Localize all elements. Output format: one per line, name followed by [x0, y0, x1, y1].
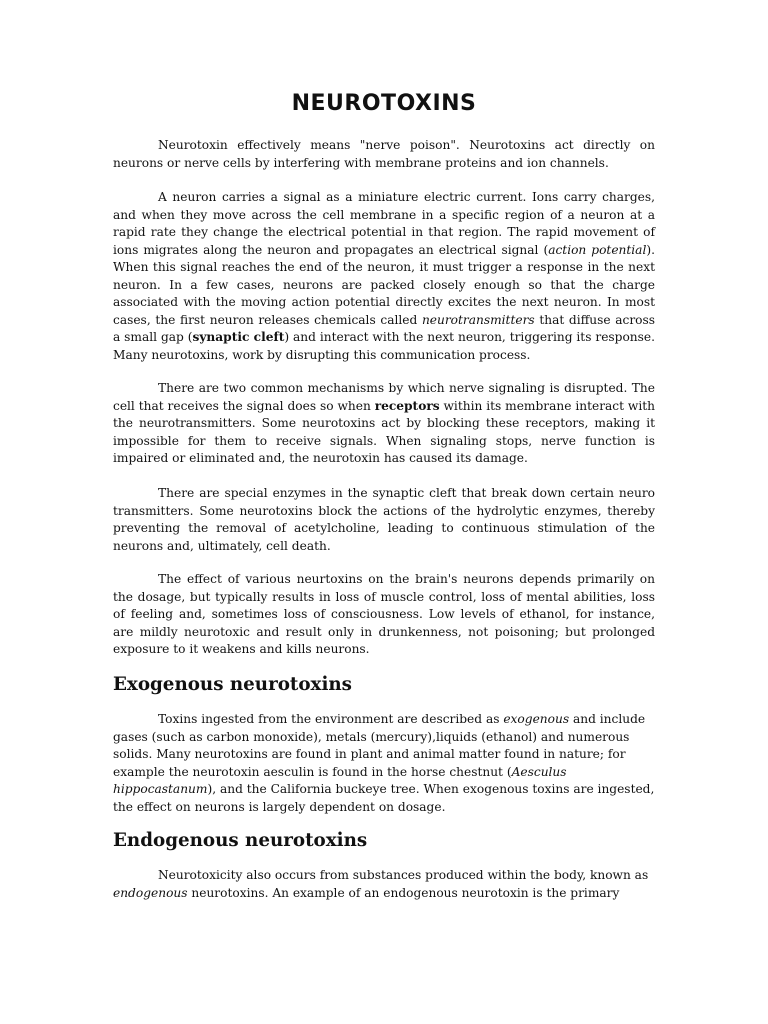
- paragraph-text: ) and interact with the next neuron, triggering its response. Many neurotoxins, work by disrupting this communication process.: [113, 330, 655, 362]
- paragraph-endogenous: [113, 867, 655, 902]
- paragraph-text: Neurotoxicity also occurs from substances produced within the body, known as: [158, 868, 649, 882]
- term-action-potential: action potential: [548, 242, 647, 257]
- paragraph-definition: [113, 137, 655, 172]
- paragraph-text: within its membrane interact with the neurotransmitters. Some neurotoxins act by blocking these receptors, making it impossible for them to receive signals. When signaling stops, nerve function is impaired or eliminated and, the neurotoxin has caused its damage.: [113, 398, 655, 465]
- paragraph-neuron-signal: [113, 189, 655, 364]
- term-synaptic-cleft: synaptic cleft: [192, 330, 285, 344]
- paragraph-text: A neuron carries a signal as a miniature electric current. Ions carry charges, and when they move across the cell membrane in a specific region of a neuron at a rapid rate they change the electrical potential in that region. The rapid movement of ions migrates along the neuron and propagates an electrical signal (: [113, 190, 655, 257]
- page-title: NEUROTOXINS: [291, 91, 477, 116]
- paragraph-text: Neurotoxin effectively means "nerve poison". Neurotoxins act directly on neurons or nerve cells by interfering with membrane proteins and ion channels.: [113, 138, 655, 170]
- paragraph-exogenous: [113, 711, 655, 816]
- term-receptors: receptors: [374, 398, 440, 413]
- section-heading-endogenous: Endogenous neurotoxins: [113, 830, 368, 851]
- term-endogenous: endogenous: [113, 885, 188, 900]
- term-exogenous: exogenous: [503, 712, 570, 726]
- term-neurotransmitters: neurotransmitters: [421, 312, 535, 327]
- paragraph-text: ), and the California buckeye tree. When exogenous toxins are ingested, the effect on neurons is largely dependent on dosage.: [113, 782, 655, 814]
- paragraph-text: neurotoxins. An example of an endogenous neurotoxin is the primary: [187, 885, 620, 900]
- paragraph-text: that diffuse across a small gap (: [113, 312, 655, 344]
- paragraph-text: Toxins ingested from the environment are described as: [158, 712, 504, 726]
- paragraph-enzymes: [113, 485, 655, 555]
- paragraph-text: There are two common mechanisms by which nerve signaling is disrupted. The cell that receives the signal does so when: [113, 381, 655, 413]
- paragraph-effects: [113, 571, 655, 659]
- section-heading-exogenous: Exogenous neurotoxins: [113, 674, 352, 695]
- paragraph-text: ). When this signal reaches the end of the neuron, it must trigger a response in the next neuron. In a few cases, neurons are packed closely enough so that the charge associated with the moving action potential directly excites the next neuron. In most cases, the first neuron releases chemicals called: [113, 242, 655, 327]
- term-aesculus-hippocastanum: Aesculus hippocastanum: [113, 764, 567, 796]
- paragraph-text: and include gases (such as carbon monoxide), metals (mercury),liquids (ethanol) and numerous solids. Many neurotoxins are found in plant and animal matter found in nature; for example the neurotoxin aesculin is found in the horse chestnut (: [113, 712, 646, 779]
- paragraph-text: There are special enzymes in the synaptic cleft that break down certain neuro transmitters. Some neurotoxins block the actions of the hydrolytic enzymes, thereby preventing the removal of acetylcholine, leading to continuous stimulation of the neurons and, ultimately, cell death.: [113, 486, 655, 553]
- paragraph-mechanisms: [113, 380, 655, 468]
- paragraph-text: The effect of various neurtoxins on the brain's neurons depends primarily on the dosage, but typically results in loss of muscle control, loss of mental abilities, loss of feeling and, sometimes loss of consciousness. Low levels of ethanol, for instance, are mildly neurotoxic and result only in drunkenness, not poisoning; but prolonged exposure to it weakens and kills neurons.: [113, 572, 655, 656]
